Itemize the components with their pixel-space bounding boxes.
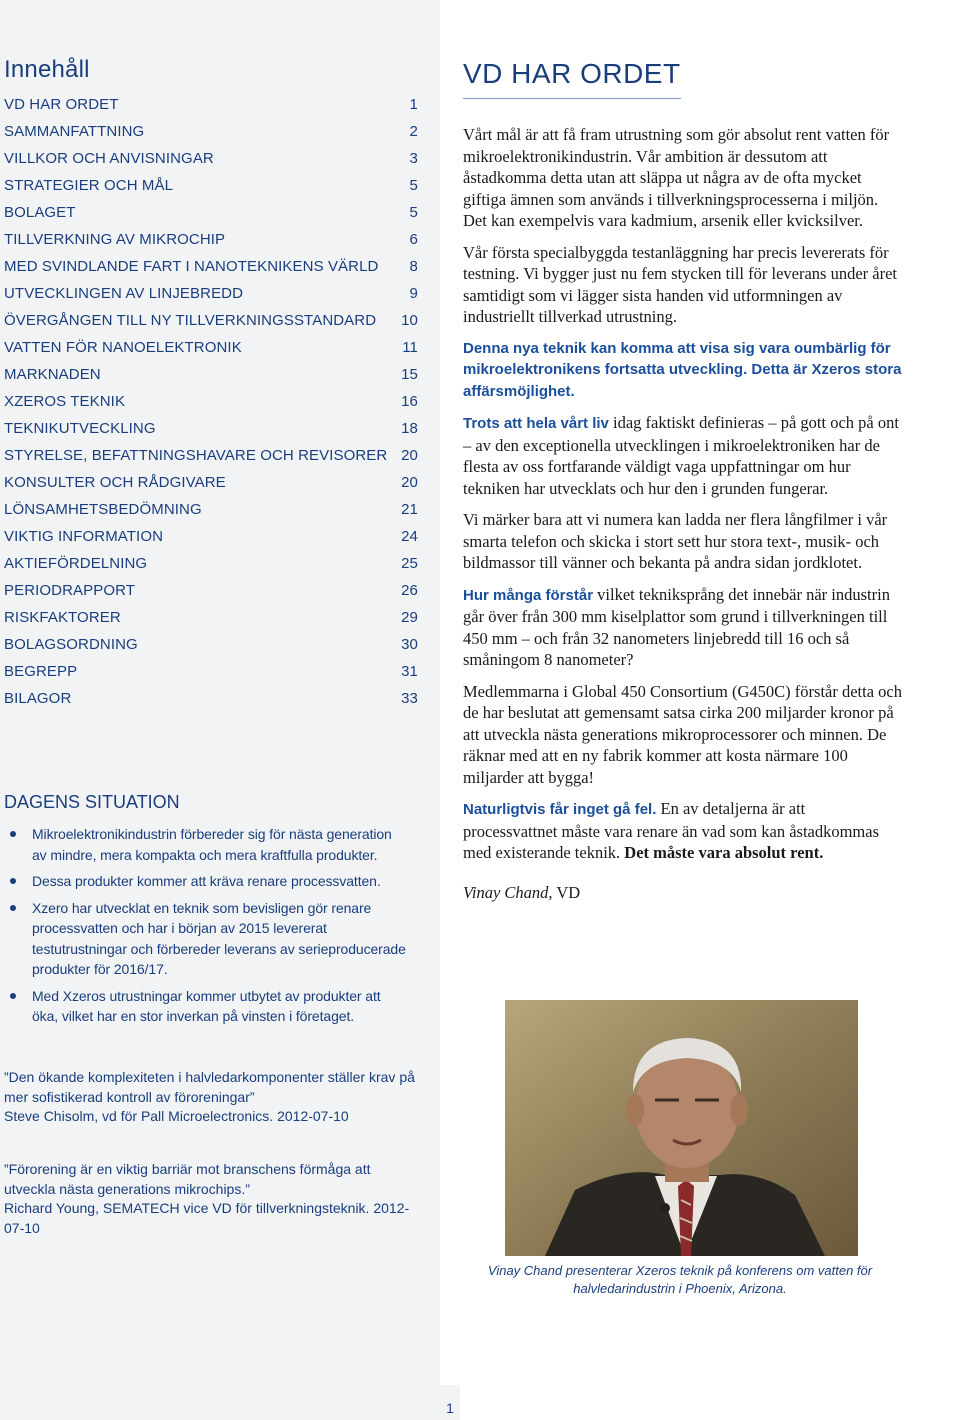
- quote-text: ”Förorening är en viktig barriär mot branschens förmåga att utveckla nästa generations mikrochips.”: [4, 1161, 371, 1197]
- toc-entry-page: 25: [401, 555, 418, 572]
- toc-entry-page: 11: [402, 339, 418, 356]
- bullet-dot-icon: [10, 993, 16, 999]
- situation-bullet: [10, 824, 410, 865]
- heading-underline: [463, 98, 681, 99]
- toc-entry-label: VIKTIG INFORMATION: [4, 528, 164, 545]
- toc-entry: [4, 334, 418, 361]
- toc-entry-page: 31: [401, 663, 418, 680]
- toc-entry-label: PERIODRAPPORT: [4, 582, 136, 599]
- toc-entry: [4, 496, 418, 523]
- toc-entry-page: 26: [401, 582, 418, 599]
- toc-entry-page: 30: [401, 636, 418, 653]
- toc-entry-label: KONSULTER OCH RÅDGIVARE: [4, 474, 226, 491]
- toc-entry-page: 18: [401, 420, 418, 437]
- toc-entry-label: BOLAGET: [4, 204, 76, 221]
- toc-entry-label: STYRELSE, BEFATTNINGSHAVARE OCH REVISORER: [4, 447, 388, 464]
- situation-bullet: [10, 871, 410, 892]
- toc-entry-label: TEKNIKUTVECKLING: [4, 420, 156, 437]
- toc-entry: [4, 280, 418, 307]
- toc-entry-label: UTVECKLINGEN AV LINJEBREDD: [4, 285, 244, 302]
- page-number: 1: [446, 1400, 454, 1416]
- toc-entry-page: 5: [409, 177, 418, 194]
- toc-entry-label: LÖNSAMHETSBEDÖMNING: [4, 501, 202, 518]
- toc-entry: [4, 91, 418, 118]
- toc-entry: [4, 172, 418, 199]
- toc-entry: [4, 361, 418, 388]
- signature-name: Vinay Chand: [463, 882, 549, 902]
- quote-young: [4, 1160, 424, 1238]
- toc-entry: [4, 631, 418, 658]
- toc-entry: [4, 253, 418, 280]
- toc-entry-label: VATTEN FÖR NANOELEKTRONIK: [4, 339, 242, 356]
- article-paragraph: [463, 412, 903, 499]
- toc-entry-page: 24: [401, 528, 418, 545]
- toc-entry: [4, 577, 418, 604]
- toc-entry-page: 29: [401, 609, 418, 626]
- toc-entry-label: VD HAR ORDET: [4, 96, 119, 113]
- toc-entry-page: 33: [401, 690, 418, 707]
- toc-entry-label: MARKNADEN: [4, 366, 101, 383]
- bullet-text: Dessa produkter kommer att kräva renare processvatten.: [32, 873, 381, 889]
- paragraph-lead: Trots att hela vårt liv: [463, 415, 609, 432]
- quote-text: ”Den ökande komplexiteten i halvledarkomponenter ställer krav på mer sofistikerad kontroll av föroreningar”: [4, 1069, 415, 1105]
- signature-role: , VD: [548, 882, 581, 902]
- toc-entry: [4, 685, 418, 712]
- article-highlight-paragraph: Denna nya teknik kan komma att visa sig vara oumbärlig för mikroelektronikens fortsatta utveckling. Detta är Xzeros stora affärsmöjlighet.: [463, 339, 902, 400]
- article-paragraph: [463, 798, 903, 864]
- toc-entry-page: 10: [401, 312, 418, 329]
- toc-entry: [4, 307, 418, 334]
- situation-heading: DAGENS SITUATION: [4, 792, 180, 812]
- toc-entry-page: 21: [401, 501, 418, 518]
- toc-entry-page: 9: [409, 285, 418, 302]
- toc-entry-label: BOLAGSORDNING: [4, 636, 138, 653]
- toc-entry-page: 15: [401, 366, 418, 383]
- toc-entry: [4, 658, 418, 685]
- toc-entry-page: 16: [401, 393, 418, 410]
- bullet-dot-icon: [10, 831, 16, 837]
- article-paragraph: [463, 584, 903, 671]
- situation-bullet-list: [10, 824, 410, 1033]
- paragraph-lead: Hur många förstår: [463, 586, 594, 604]
- toc-entry-page: 5: [409, 204, 418, 221]
- toc-heading: Innehåll: [4, 56, 90, 83]
- toc-entry-label: STRATEGIER OCH MÅL: [4, 177, 174, 194]
- quote-source: Steve Chisolm, vd för Pall Microelectronics. 2012-07-10: [4, 1108, 349, 1124]
- toc-entry-label: AKTIEFÖRDELNING: [4, 555, 148, 572]
- portrait-illustration: [505, 1000, 858, 1256]
- table-of-contents: [4, 91, 418, 712]
- toc-entry-label: TILLVERKNING AV MIKROCHIP: [4, 231, 226, 248]
- toc-entry-label: XZEROS TEKNIK: [4, 393, 126, 410]
- bullet-text: Xzero har utvecklat en teknik som bevisligen gör renare processvatten och har i början av 2015 levererat testutrustningar och förbereder leverans av serieproducerade produkter för 2016/17.: [32, 899, 406, 977]
- toc-entry-label: BILAGOR: [4, 690, 72, 707]
- toc-entry: [4, 550, 418, 577]
- toc-entry: [4, 199, 418, 226]
- quote-chisolm: [4, 1068, 424, 1127]
- toc-entry-page: 20: [401, 474, 418, 491]
- toc-entry-page: 3: [409, 150, 418, 167]
- toc-entry-label: VILLKOR OCH ANVISNINGAR: [4, 150, 214, 167]
- paragraph-text: idag faktiskt definieras – på gott och på ont – av den exceptionella utvecklingen i mikroelektroniken har de flesta av oss fortfarande väldigt vaga uppfattningar om hur tekniken har utvecklats och hur den i grunden fungerar.: [463, 413, 899, 498]
- article-paragraph: Vårt mål är att få fram utrustning som gör absolut rent vatten för mikroelektronikindustrin. Vår ambition är dessutom att åstadkomma detta utan att släppa ut några av de ofta mycket giftiga ämnen som används i tillverkningsprocesserna i miljön. Det kan exempelvis vara kadmium, arsenik eller kvicksilver.: [463, 125, 890, 230]
- paragraph-emphasis: Det måste vara absolut rent.: [624, 843, 824, 862]
- toc-entry-label: BEGREPP: [4, 663, 78, 680]
- toc-entry-page: 2: [409, 123, 418, 140]
- toc-entry: [4, 523, 418, 550]
- situation-bullet: [10, 898, 410, 980]
- toc-entry-label: ÖVERGÅNGEN TILL NY TILLVERKNINGSSTANDARD: [4, 312, 377, 329]
- paragraph-text: En av detaljerna är att processvattnet måste vara renare än vad som kan åstadkommas med existerande teknik.: [463, 799, 880, 862]
- photo-caption: Vinay Chand presenterar Xzeros teknik på konferens om vatten för halvledarindustrin i Phoenix, Arizona.: [487, 1263, 873, 1296]
- quote-source: Richard Young, SEMATECH vice VD för tillverkningsteknik. 2012-07-10: [4, 1200, 410, 1236]
- paragraph-text: vilket tekniksprång det innebär när industrin går över från 300 mm kiselplattor som grund i tillverkningen till 450 mm – och från 32 nanometers linjebredd till 16 och så småningom 8 nanometer?: [463, 584, 890, 669]
- article-paragraph: Medlemmarna i Global 450 Consortium (G450C) förstår detta och de har beslutat att gemensamt satsa cirka 200 miljarder kronor på att utveckla nästa generations mikroprocessorer och minnen. De räknar med att en ny fabrik kommer att kosta närmare 100 miljarder att bygga!: [463, 681, 902, 787]
- toc-entry: [4, 415, 418, 442]
- toc-entry-page: 8: [409, 258, 418, 275]
- toc-entry: [4, 118, 418, 145]
- article-paragraph: Vi märker bara att vi numera kan ladda ner flera långfilmer i vår smarta telefon och skicka i stort sett hur stora text-, musik- och bildmassor till vänner och bekanta på andra sidan jordklotet.: [463, 510, 888, 572]
- toc-entry-label: RISKFAKTORER: [4, 609, 121, 626]
- article-heading: VD HAR ORDET: [463, 58, 681, 89]
- bullet-text: Med Xzeros utrustningar kommer utbytet av produkter att öka, vilket har en stor inverkan på vinsten i företaget.: [32, 987, 381, 1024]
- toc-entry-label: SAMMANFATTNING: [4, 123, 145, 140]
- toc-entry: [4, 469, 418, 496]
- toc-entry-page: 1: [409, 96, 418, 113]
- article-body: [463, 124, 903, 913]
- toc-entry: [4, 145, 418, 172]
- signature: [463, 882, 903, 904]
- toc-entry: [4, 226, 418, 253]
- toc-entry: [4, 442, 418, 469]
- portrait-photo: [505, 1000, 858, 1256]
- situation-bullet: [10, 986, 410, 1027]
- toc-entry-label: MED SVINDLANDE FART I NANOTEKNIKENS VÄRLD: [4, 258, 379, 275]
- toc-entry: [4, 604, 418, 631]
- toc-entry-page: 6: [409, 231, 418, 248]
- bullet-dot-icon: [10, 905, 16, 911]
- article-paragraph: Vår första specialbyggda testanläggning har precis levererats för testning. Vi bygger just nu fem stycken till för leverans under året samtidigt som vi lägger sista handen vid utformningen av industriellt tillverkad utrustning.: [463, 242, 898, 326]
- toc-entry: [4, 388, 418, 415]
- paragraph-lead: Naturligtvis får inget gå fel.: [463, 801, 657, 818]
- bullet-dot-icon: [10, 878, 16, 884]
- toc-entry-page: 20: [401, 447, 418, 464]
- bullet-text: Mikroelektronikindustrin förbereder sig för nästa generation av mindre, mera kompakta och mera kraftfulla produkter.: [32, 826, 392, 863]
